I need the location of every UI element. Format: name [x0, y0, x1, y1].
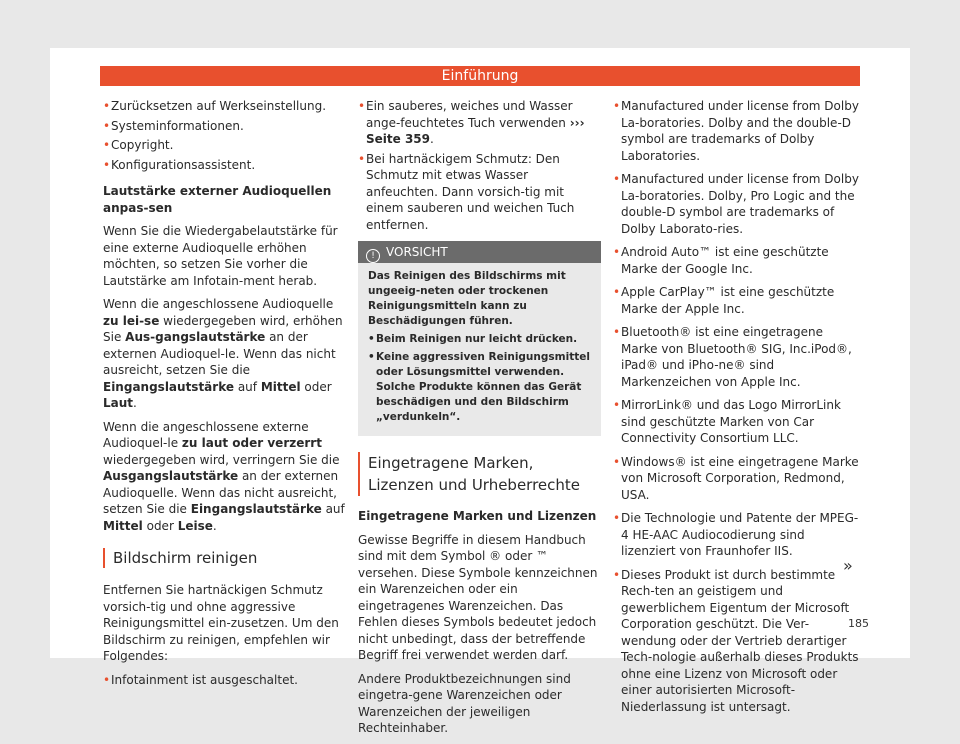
list-item: • Copyright.: [103, 137, 350, 154]
chapter-header: Einführung: [100, 66, 860, 86]
list-item: • Dieses Produkt ist durch bestimmte Rech-ten an geistigem und gewerblichem Eigentum der Microsoft Corporation geschützt. Die Ver-wendung oder der Vertrieb derartiger Tech-nologie außerhalb dieses Produkts ohne eine Lizenz von Microsoft oder einer autorisierten Microsoft-Niederlassung ist untersagt.: [613, 567, 861, 716]
list-item: • Windows® ist eine eingetragene Marke von Microsoft Corporation, Redmond, USA.: [613, 454, 861, 504]
list-item: • Manufactured under license from Dolby La-boratories. Dolby, Pro Logic and the double-D symbol are trademarks of Dolby Laborato-ries.: [613, 171, 861, 237]
list-item: • Die Technologie und Patente der MPEG-4 HE-AAC Audiocodierung sind lizenziert von Fraunhofer IIS.: [613, 510, 861, 560]
list-item: • Android Auto™ ist eine geschützte Marke der Google Inc.: [613, 244, 861, 277]
caution-list-item: • Keine aggressiven Reinigungsmittel oder Lösungsmittel verwenden. Solche Produkte können das Gerät beschädigen und den Bildschirm „verdunkeln“.: [368, 350, 593, 425]
list-item: • Apple CarPlay™ ist eine geschützte Marke der Apple Inc.: [613, 284, 861, 317]
list-item: • Bluetooth® ist eine eingetragene Marke von Bluetooth® SIG, Inc.iPod®, iPad® und iPho-ne® sind Markenzeichen von Apple Inc.: [613, 324, 861, 390]
list-item: • Manufactured under license from Dolby La-boratories. Dolby and the double-D symbol are trademarks of Dolby Laboratories.: [613, 98, 861, 164]
caution-body: Das Reinigen des Bildschirms mit ungeeig-neten oder trockenen Reinigungsmitteln kann zu Beschädigungen führen. • Beim Reinigen nur leicht drücken. • Keine aggressiven Reinigungsmittel oder Lösungsmittel verwenden. Solche Produkte können das Gerät beschädigen und den Bildschirm „verdunkeln“.: [358, 263, 601, 436]
column-left: [103, 98, 350, 691]
list-item: • MirrorLink® und das Logo MirrorLink sind geschützte Marken von Car Connectivity Consortium LLC.: [613, 397, 861, 447]
paragraph: Gewisse Begriffe in diesem Handbuch sind mit dem Symbol ® oder ™ versehen. Diese Symbole kennzeichnen ein Warenzeichen oder ein eingetragenes Warenzeichen. Das Fehlen dieses Symbols bedeutet jedoch nicht unbedingt, dass der betreffende Begriff frei verwendet werden darf.: [358, 532, 598, 662]
section-title-trademarks: Eingetragene Marken, Lizenzen und Urheberrechte: [358, 452, 601, 496]
page-number: 185: [848, 617, 869, 630]
caution-header: ! VORSICHT: [358, 241, 601, 263]
paragraph: Wenn Sie die Wiedergabelautstärke für eine externe Audioquelle erhöhen möchten, so setzen Sie vorher die Lautstärke am Infotain-ment herab.: [103, 224, 338, 288]
caution-list-item: • Beim Reinigen nur leicht drücken.: [368, 332, 593, 347]
subheading-trademarks: Eingetragene Marken und Lizenzen: [358, 509, 597, 523]
paragraph: Entfernen Sie hartnäckigen Schmutz vorsich-tig und ohne aggressive Reinigungsmittel ein-zusetzen. Um den Bildschirm zu reinigen, empfehlen wir Folgendes:: [103, 583, 339, 663]
list-item: • Konfigurationsassistent.: [103, 157, 350, 174]
paragraph: Wenn die angeschlossene Audioquelle zu lei-se wiedergegeben wird, erhöhen Sie Aus-gangslautstärke an der externen Audioquel-le. Wenn das nicht ausreicht, setzen Sie die Eingangslautstärke auf Mittel oder Laut.: [103, 297, 343, 410]
paragraph: Wenn die angeschlossene externe Audioquel-le zu laut oder verzerrt wiedergegeben wird, verringern Sie die Ausgangslautstärke an der externen Audioquelle. Wenn das nicht ausreicht, setzen Sie die Eingangslautstärke auf Mittel oder Leise.: [103, 419, 345, 533]
list-item: • Infotainment ist ausgeschaltet.: [103, 672, 350, 689]
continue-arrow: »: [843, 556, 853, 575]
page-reference-link[interactable]: ››› Seite 359: [366, 115, 585, 146]
list-item: • Ein sauberes, weiches und Wasser ange-feuchtetes Tuch verwenden ››› Seite 359.: [358, 98, 601, 148]
section-title-screen-cleaning: Bildschirm reinigen: [103, 548, 350, 568]
warning-icon: !: [366, 249, 380, 263]
column-middle: [358, 98, 601, 744]
list-item: • Zurücksetzen auf Werkseinstellung.: [103, 98, 350, 115]
list-item: • Systeminformationen.: [103, 118, 350, 135]
subheading-audio-volume: Lautstärke externer Audioquellen anpas-sen: [103, 184, 332, 215]
paragraph: Andere Produktbezeichnungen sind eingetra-gene Warenzeichen oder Warenzeichen der jeweiligen Rechteinhaber.: [358, 671, 571, 735]
caution-box: [358, 241, 601, 436]
column-right: [613, 98, 861, 722]
list-item: • Bei hartnäckigem Schmutz: Den Schmutz mit etwas Wasser anfeuchten. Dann vorsich-tig mit einem sauberen und weichen Tuch entfernen.: [358, 151, 601, 234]
